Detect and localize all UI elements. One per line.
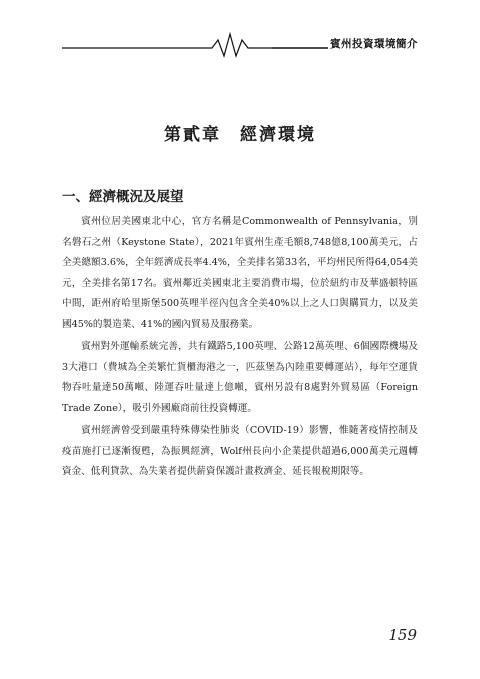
- page-number: 159: [388, 626, 417, 644]
- paragraph: 賓州位居美國東北中心，官方名稱是Commonwealth of Pennsylvania，別名磐石之州（Keystone State），2021年賓州生產毛額8,748億8,100萬美元，占全美總額3.6%，全年經濟成長率4.4%，全美排名第33名，平均州民所得64,054美元，全美排名第17名。賓州鄰近美國東北主要消費市場，位於紐約市及華盛頓特區中間，距州府哈里斯堡500英哩半徑內包含全美40%以上之人口與購買力，以及美國45%的製造業、41%的國內貿易及服務業。: [62, 216, 418, 330]
- body-text: [62, 212, 418, 485]
- chapter-title: 第貳章 經濟環境: [164, 125, 316, 145]
- header-title: 賓州投資環境簡介: [330, 38, 418, 50]
- header-pulse-line: [62, 34, 272, 56]
- paragraph: 賓州對外運輸系統完善，共有鐵路5,100英哩、公路12萬英哩、6個國際機場及3大港口（費城為全美繁忙貨櫃海港之一，匹茲堡為內陸重要轉運站），每年空運貨物吞吐量達50萬噸、陸運吞吐量達上億噸，賓州另設有8處對外貿易區（Foreign Trade Zone），吸引外國廠商前往投資轉運。: [62, 341, 418, 414]
- paragraph: 賓州經濟曾受到嚴重特殊傳染性肺炎（COVID-19）影響，惟隨著疫情控制及疫苗施打已逐漸復甦，為振興經濟，Wolf州長向小企業提供超過6,000萬美元週轉資金、低利貸款、為失業者提供薪資保護計畫救濟金、延長報稅期限等。: [62, 425, 418, 477]
- section-heading: 一、經濟概況及展望: [62, 189, 184, 205]
